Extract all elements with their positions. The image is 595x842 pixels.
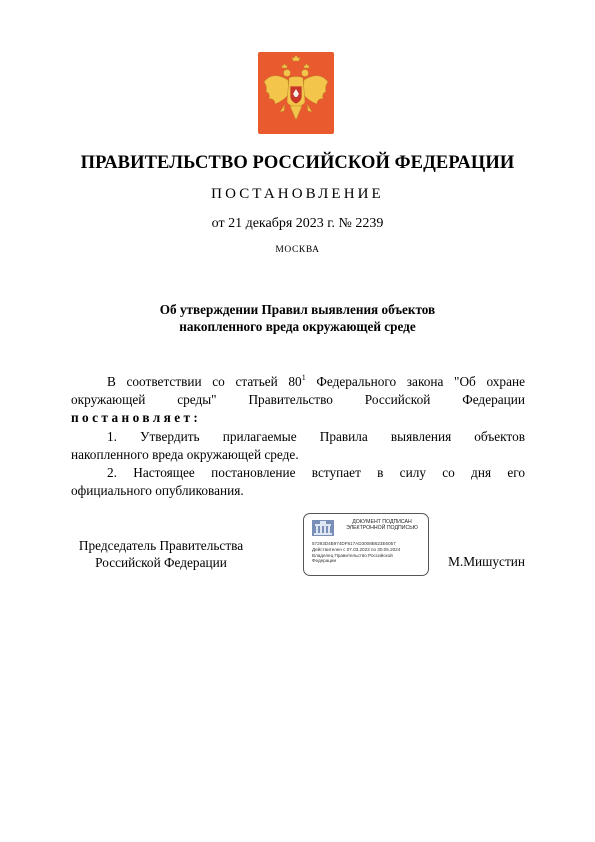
stamp-details (312, 541, 428, 564)
stamp-heading (338, 519, 426, 532)
double-headed-eagle-icon (258, 52, 334, 134)
body-line: окружающей среды" Правительство Российской Федерации (71, 392, 525, 408)
certificate-serial: 57293D4B974DF817AD3008B623E6057 (312, 541, 396, 546)
signer-title-line: Председатель Правительства (78, 538, 244, 553)
signer-name: М.Мишустин (448, 554, 525, 569)
certificate-owner: Владелец Правительство Российской (312, 552, 393, 558)
coat-of-arms-icon (258, 52, 334, 134)
subject-line: накопленного вреда окружающей среде (179, 319, 416, 334)
government-title: ПРАВИТЕЛЬСТВО РОССИЙСКОЙ ФЕДЕРАЦИИ (80, 153, 515, 173)
stamp-heading-line: ДОКУМЕНТ ПОДПИСАН (352, 519, 412, 525)
body-line (71, 373, 525, 391)
body-text: Федерального закона "Об охране (305, 374, 525, 389)
document-date: от 21 декабря 2023 г. № 2239 (211, 216, 384, 231)
subject-line: Об утверждении Правил выявления объектов (159, 302, 436, 317)
footnote-superscript: 1 (301, 373, 306, 382)
electronic-signature-stamp (303, 513, 429, 576)
document-city: МОСКВА (275, 245, 320, 255)
document-subject (0, 301, 595, 335)
body-line: 1. Утвердить прилагаемые Правила выявления объектов (107, 428, 525, 444)
certificate-validity: Действителен с 07.03.2023 по 30.05.2024 (312, 546, 401, 552)
signer-title (71, 537, 251, 571)
body-text: В соответствии со статьей 80 (107, 374, 302, 389)
body-line: 2. Настоящее постановление вступает в силу со дня его (107, 464, 525, 480)
signer-title-line: Российской Федерации (95, 555, 227, 570)
document-type: ПОСТАНОВЛЕНИЕ (211, 186, 384, 202)
body-line: официального опубликования. (71, 483, 244, 499)
document-body (71, 373, 525, 500)
body-line: накопленного вреда окружающей среде. (71, 446, 299, 462)
government-building-icon (312, 520, 334, 536)
certificate-owner: Федерации (312, 558, 337, 564)
resolves-word: постановляет: (71, 410, 202, 426)
stamp-heading-line: ЭЛЕКТРОННОЙ ПОДПИСЬЮ (346, 525, 418, 532)
